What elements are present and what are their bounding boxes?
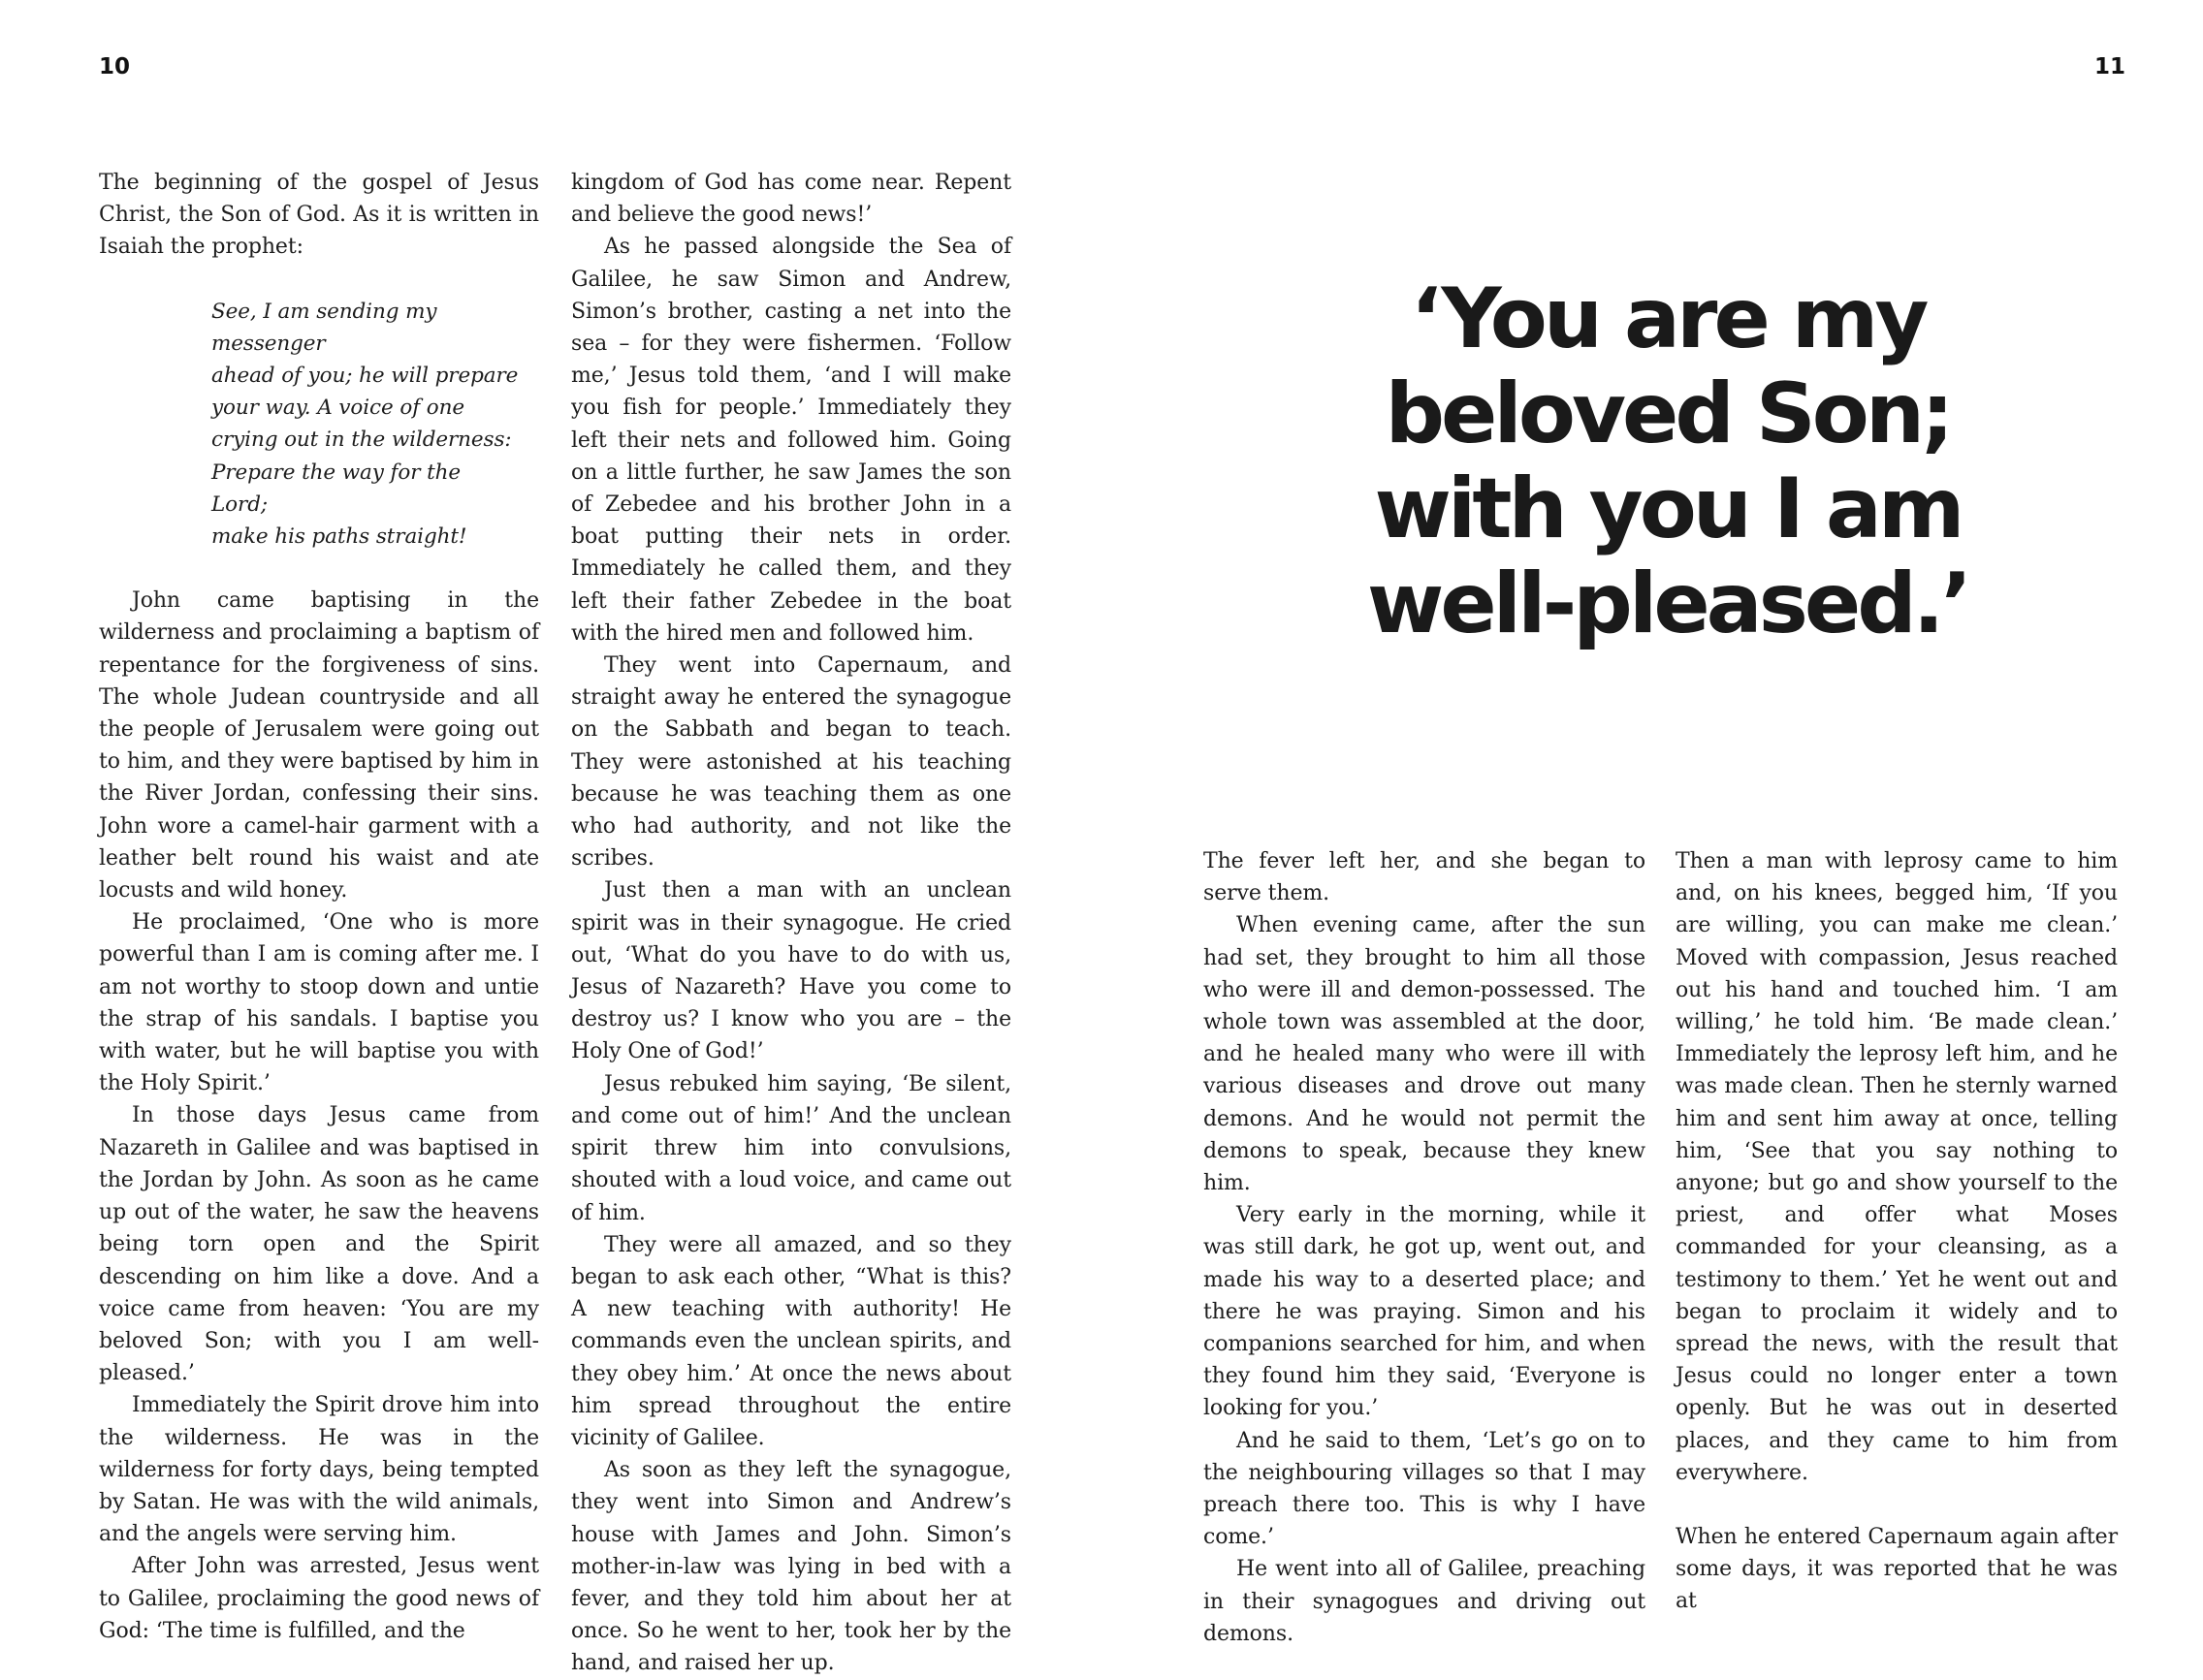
body-paragraph: Just then a man with an unclean spirit was in their synagogue. He cried out, ‘What do you have to do with us, Jesus of Nazareth? Have you come to destroy us? I know who you are – the Holy One of God!’ (571, 878, 1011, 1064)
text-column-1 (99, 167, 539, 1647)
body-paragraph: When evening came, after the sun had set, they brought to him all those who were ill and demon-possessed. The whole town was assembled at the door, and he healed many who were ill with various diseases and drove out many demons. And he would not permit the demons to speak, because they knew him. (1203, 913, 1645, 1196)
body-paragraph: Very early in the morning, while it was still dark, he got up, went out, and made his way to a deserted place; and there he was praying. Simon and his companions searched for him, and when they found him they said, ‘Everyone is looking for you.’ (1203, 1203, 1645, 1421)
body-paragraph: Immediately the Spirit drove him into the wilderness. He was in the wilderness for forty days, being tempted by Satan. He was with the wild animals, and the angels were serving him. (99, 1393, 539, 1547)
body-paragraph: As he passed alongside the Sea of Galilee, he saw Simon and Andrew, Simon’s brother, casting a net into the sea – for they were fishermen. ‘Follow me,’ Jesus told them, ‘and I will make you fish for people.’ Immediately they left their nets and followed him. Going on a little further, he saw James the son of Zebedee and his brother John in a boat putting their nets in order. Immediately he called them, and they left their father Zebedee in the boat with the hired men and followed him. (571, 235, 1011, 646)
body-paragraph: John came baptising in the wilderness and proclaiming a baptism of repentance for the forgiveness of sins. The whole Judean countryside and all the people of Jerusalem were going out to him, and they were baptised by him in the River Jordan, confessing their sins. John wore a camel-hair garment with a leather belt round his waist and ate locusts and wild honey. (99, 588, 539, 903)
text-column-4 (1676, 845, 2118, 1618)
body-paragraph: The fever left her, and she began to serve them. (1203, 849, 1645, 906)
body-paragraph: He went into all of Galilee, preaching in their synagogues and driving out demons. (1203, 1557, 1645, 1646)
body-paragraph: Then a man with leprosy came to him and, on his knees, begged him, ‘If you are willing, you can make me clean.’ Moved with compassion, Jesus reached out his hand and touched him. ‘I am willing,’ he told him. ‘Be made clean.’ Immediately the leprosy left him, and he was made clean. Then he sternly warned him and sent him away at once, telling him, ‘See that you say nothing to anyone; but go and show yourself to the priest, and offer what Moses commanded for your cleansing, as a testimony to them.’ Yet he went out and began to proclaim it widely and to spread the news, with the result that Jesus could no longer enter a town openly. But he was out in deserted places, and they came to him from everywhere. (1676, 849, 2118, 1485)
body-paragraph: kingdom of God has come near. Repent and believe the good news!’ (571, 171, 1011, 228)
body-paragraph: They went into Capernaum, and straight away he entered the synagogue on the Sabbath and began to teach. They were astonished at his teaching because he was teaching them as one who had authority, and not like the scribes. (571, 653, 1011, 872)
body-paragraph: Jesus rebuked him saying, ‘Be silent, and come out of him!’ And the unclean spirit threw him into convulsions, shouted with a loud voice, and came out of him. (571, 1071, 1011, 1225)
body-paragraph: In those days Jesus came from Nazareth in Galilee and was baptised in the Jordan by John. As soon as he came up out of the water, he saw the heavens being torn open and the Spirit descending on him like a dove. And a voice came from heaven: ‘You are my beloved Son; with you I am well-pleased.’ (99, 1103, 539, 1386)
body-paragraph: After John was arrested, Jesus went to Galilee, proclaiming the good news of God: ‘The time is fulfilled, and the (99, 1554, 539, 1643)
page-number-right: 11 (2094, 54, 2126, 79)
verse-line: See, I am sending my messenger (211, 299, 437, 356)
text-column-2 (571, 167, 1011, 1680)
body-paragraph: And he said to them, ‘Let’s go on to the neighbouring villages so that I may preach there too. This is why I have come.’ (1203, 1428, 1645, 1550)
intro-paragraph: The beginning of the gospel of Jesus Christ, the Son of God. As it is written in Isaiah the prophet: (99, 171, 539, 260)
isaiah-quote (211, 296, 522, 554)
verse-line: crying out in the wilderness: (211, 428, 512, 453)
verse-line: ahead of you; he will prepare (211, 364, 519, 389)
pull-quote: ‘You are my beloved Son; with you I am well-pleased.’ (1366, 270, 1969, 652)
verse-line: Prepare the way for the Lord; (211, 460, 462, 517)
body-paragraph: They were all amazed, and so they began to ask each other, “What is this? A new teaching with authority! He commands even the unclean spirits, and they obey him.’ At once the news about him spread throughout the entire vicinity of Galilee. (571, 1232, 1011, 1450)
page-number-left: 10 (99, 54, 131, 79)
body-paragraph: As soon as they left the synagogue, they went into Simon and Andrew’s house with James and John. Simon’s mother-in-law was lying in bed with a fever, and they told him about her at once. So he went to her, took her by the hand, and raised her up. (571, 1458, 1011, 1676)
body-paragraph: He proclaimed, ‘One who is more powerful than I am is coming after me. I am not worthy to stoop down and untie the strap of his sandals. I baptise you with water, but he will baptise you with the Holy Spirit.’ (99, 910, 539, 1096)
verse-line: make his paths straight! (211, 524, 467, 550)
verse-line: your way. A voice of one (211, 396, 465, 421)
body-paragraph: When he entered Capernaum again after some days, it was reported that he was at (1676, 1525, 2118, 1614)
text-column-3 (1203, 845, 1645, 1650)
